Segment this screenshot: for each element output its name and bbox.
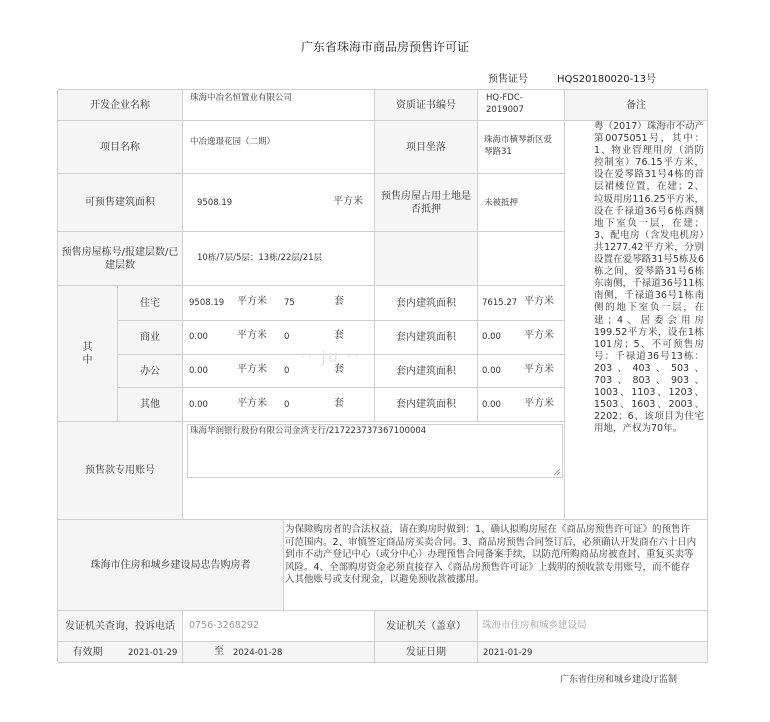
breakdown-inner-area: 0.00 <box>482 332 501 342</box>
contact-label: 发证机关查询，投诉电话 <box>65 620 175 632</box>
issue-date-label: 发证日期 <box>406 646 446 658</box>
col-divider <box>564 89 565 519</box>
issue-date-value: 2021-01-29 <box>483 648 533 658</box>
breakdown-inner-label: 套内建筑面积 <box>396 332 456 343</box>
row-divider <box>117 387 564 388</box>
breakdown-set-unit: 套 <box>334 398 344 409</box>
breakdown-area-unit: 平方米 <box>237 330 267 341</box>
breakdown-type: 其他 <box>140 399 160 410</box>
notice-text: 为保障购房者的合法权益，请在购房时做到：1、确认拟购房屋在《商品房预售许可证》的预售许可范围内。2、审慎签定商品房买卖合同。3、商品房预售合同签订后，必须确认开发商在六十日内到市不动产登记中心（或分中心）办理预售合同备案手续，以防范所购商品房被查封、重复买卖等风险。4、全部购房资金必须直接存入《商品房预售许可证》上载明的预收款专用账号，而不能存入其他账号或支付现金，以避免预收款被挪用。 <box>285 524 697 586</box>
col-divider <box>182 610 183 662</box>
breakdown-set-unit: 套 <box>334 296 344 307</box>
location-label: 项目坐落 <box>406 141 446 153</box>
breakdown-area-unit: 平方米 <box>237 296 267 307</box>
breakdown-set-unit: 套 <box>334 330 344 341</box>
building-label: 预售房屋栋号/报建层数/已建层数 <box>61 246 179 271</box>
remarks-header: 备注 <box>626 99 646 111</box>
breakdown-sets: 75 <box>284 298 295 308</box>
project-label: 项目名称 <box>100 141 140 153</box>
breakdown-sets: 0 <box>284 332 290 342</box>
col-divider <box>477 89 478 421</box>
breakdown-group-label: 其 中 <box>82 341 93 366</box>
watermark: ·· ju ·· <box>300 347 362 366</box>
location-value: 珠海市横琴新区爱琴路31 <box>484 135 553 157</box>
breakdown-inner-area: 7615.27 <box>482 298 518 308</box>
breakdown-area: 0.00 <box>189 400 208 410</box>
resize-grip-icon[interactable] <box>552 467 561 476</box>
notice-label: 珠海市住房和城乡建设局忠告购房者 <box>90 559 251 571</box>
row-divider <box>117 320 564 321</box>
breakdown-set-unit: 套 <box>334 364 344 375</box>
certificate-label: 资质证书编号 <box>396 99 456 111</box>
account-value: 珠海华润银行股份有限公司金湾支行/217223737367100004 <box>190 426 427 436</box>
breakdown-inner-area: 0.00 <box>482 400 501 410</box>
validity-from: 2021-01-29 <box>128 648 178 658</box>
permit-number-value: HQS20180020-13号 <box>557 74 656 85</box>
breakdown-inner-label: 套内建筑面积 <box>396 297 456 309</box>
mortgage-label: 预售房屋占用土地是否抵押 <box>381 190 471 215</box>
breakdown-area-unit: 平方米 <box>237 398 267 409</box>
breakdown-area: 0.00 <box>189 332 208 342</box>
permit-number-label: 预售证号 <box>488 74 528 85</box>
breakdown-inner-unit: 平方米 <box>524 296 554 307</box>
mortgage-value: 未被抵押 <box>484 198 519 208</box>
area-label: 可预售建筑面积 <box>85 197 155 208</box>
breakdown-area: 0.00 <box>189 366 208 376</box>
breakdown-inner-label: 套内建筑面积 <box>396 365 456 377</box>
validity-label: 有效期 <box>72 646 103 658</box>
account-textarea[interactable] <box>187 424 563 478</box>
footer-supervisor: 广东省住房和城乡建设厅监制 <box>560 675 678 685</box>
breakdown-sets: 0 <box>284 366 290 376</box>
account-label: 预售款专用账号 <box>85 465 155 476</box>
col-divider <box>182 89 183 519</box>
developer-label: 开发企业名称 <box>90 99 150 111</box>
breakdown-area-unit: 平方米 <box>237 364 267 375</box>
issuer-value: 珠海市住房和城乡建设局 <box>482 620 587 631</box>
breakdown-area: 9508.19 <box>189 298 225 308</box>
building-value: 10栋/7层/5层；13栋/22层/21层 <box>197 253 323 263</box>
breakdown-type: 住宅 <box>140 297 160 309</box>
breakdown-inner-area: 0.00 <box>482 366 501 376</box>
developer-value: 珠海中冶名恒置业有限公司 <box>190 93 293 103</box>
breakdown-inner-unit: 平方米 <box>524 330 554 341</box>
issuer-label: 发证机关（盖章） <box>386 620 466 632</box>
breakdown-inner-label: 套内建筑面积 <box>396 399 456 410</box>
page-title: 广东省珠海市商品房预售许可证 <box>300 40 469 54</box>
breakdown-sets: 0 <box>284 400 290 410</box>
contact-value: 0756-3268292 <box>189 620 259 631</box>
breakdown-type: 商业 <box>140 332 160 343</box>
area-unit: 平方米 <box>333 196 363 207</box>
area-value: 9508.19 <box>197 198 233 208</box>
breakdown-type: 办公 <box>140 365 160 377</box>
project-value: 中冶逸璟花园（二期） <box>190 137 276 147</box>
breakdown-inner-unit: 平方米 <box>524 398 554 409</box>
certificate-value: HQ-FDC-2019007 <box>486 93 524 115</box>
validity-to: 2024-01-28 <box>233 648 283 658</box>
breakdown-inner-unit: 平方米 <box>524 364 554 375</box>
remarks-text: 粤（2017）珠海市不动产第0075051号，其中：1、物业管理用房（消防控制室）76.15平方米，设在爱琴路31号4栋的首层裙楼位置，在建；2、垃圾用房116.25平方米，设在千禄道36号6栋西侧地下室负一层，在建；3、配电房（含发电机房）共1277.42平方米，分别设置在爱琴路31号5栋及6栋之间，爱琴路31号6栋东南侧，千禄道36号11栋南侧，千禄道36号1栋南侧的地下室负一层，在建；4、居委会用房199.52平方米，设在1栋101房；5、不可预售房号：千禄道36号13栋：203、403、503、703、803、903、1003、1103、1203、1503、1603、2003、2202；6、该项目为住宅用地，产权为70年。 <box>594 121 704 435</box>
validity-to-label: 至 <box>214 646 224 657</box>
col-divider <box>477 610 478 662</box>
col-divider <box>283 519 284 610</box>
